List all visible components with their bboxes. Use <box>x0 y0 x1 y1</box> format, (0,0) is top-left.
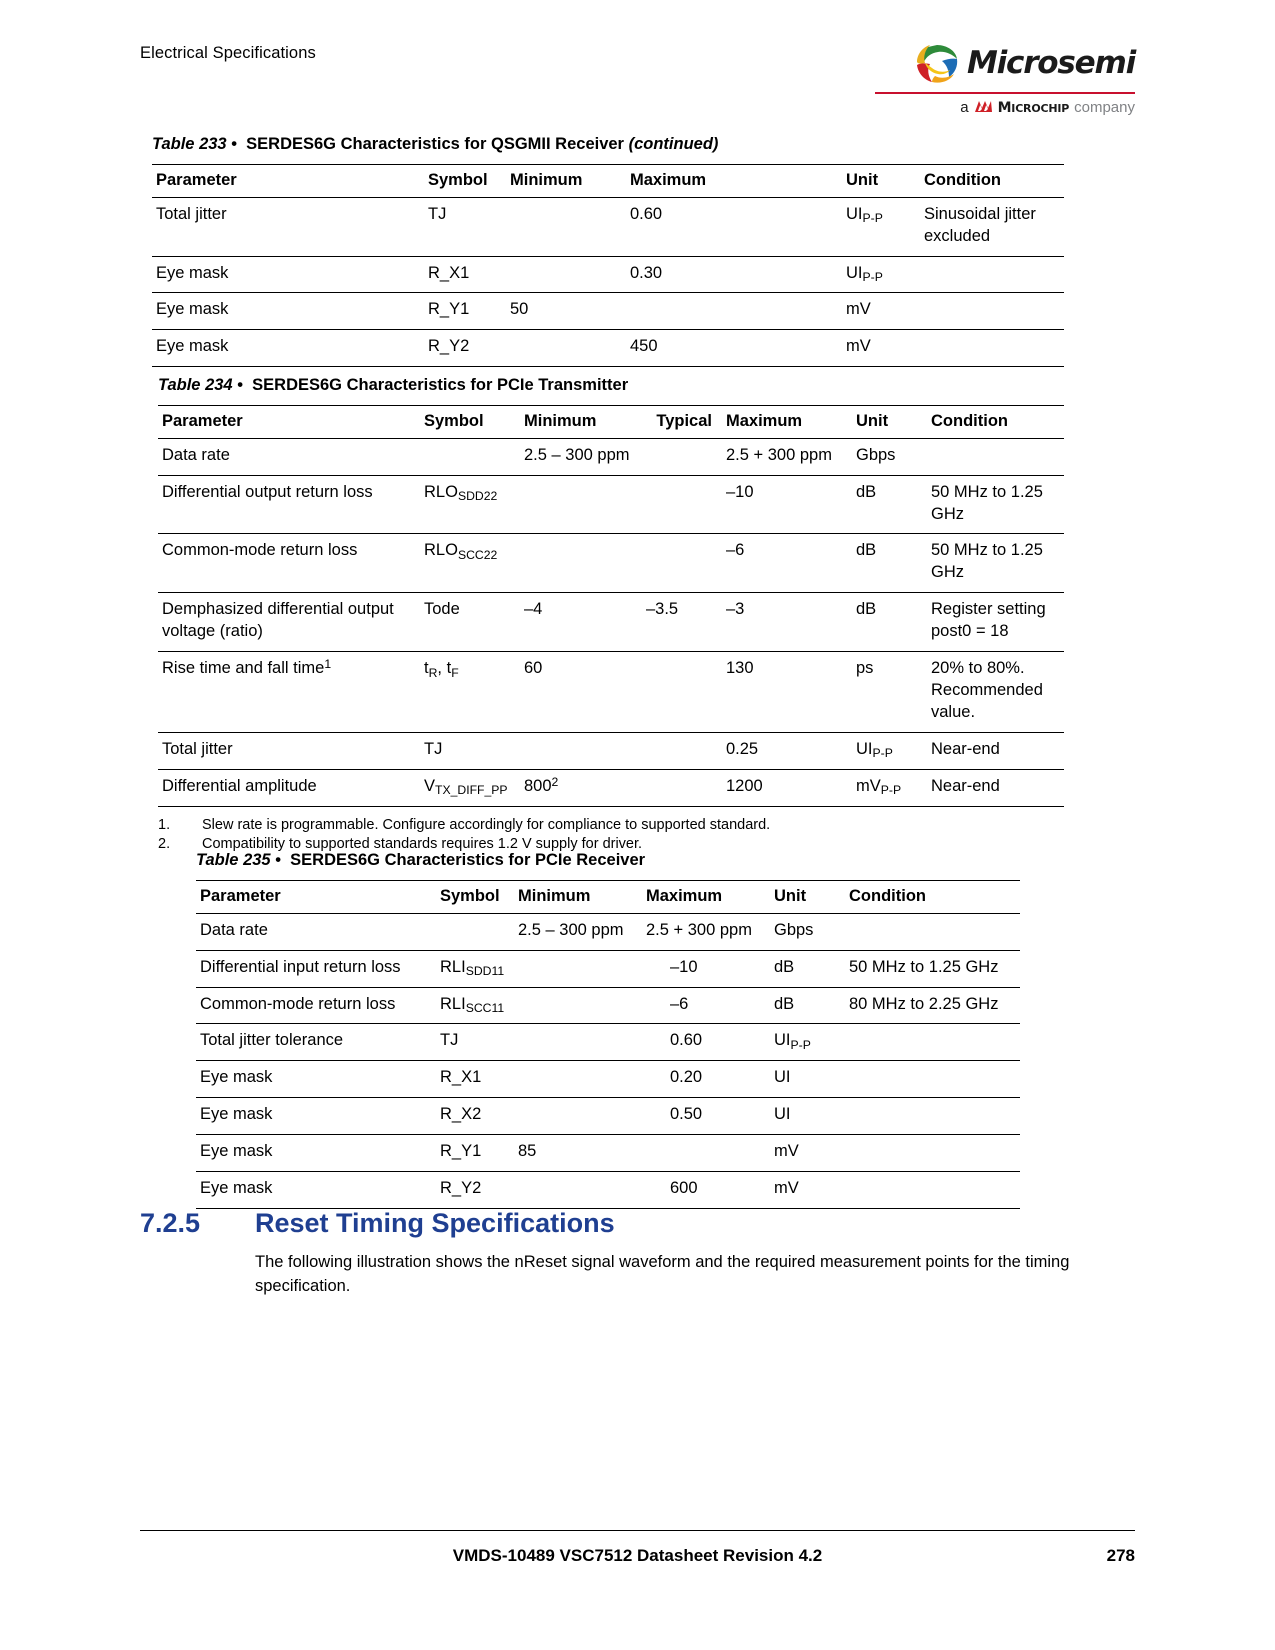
cell-condition <box>927 438 1064 475</box>
table-233-number: Table 233 <box>152 135 227 153</box>
table-row <box>196 1098 1020 1135</box>
section-block <box>140 1182 1070 1315</box>
cell-symbol: TJ <box>420 733 520 770</box>
cell-symbol: R_X1 <box>436 1061 514 1098</box>
cell-parameter: Common-mode return loss <box>196 987 436 1024</box>
section-title: Reset Timing Specifications <box>255 1208 615 1238</box>
microsemi-logo <box>875 38 1135 116</box>
cell-symbol: $t_R$, $t_F$ <box>420 652 520 733</box>
table-235 <box>196 880 1020 1210</box>
table-row <box>158 475 1064 534</box>
cell-parameter: Eye mask <box>196 1061 436 1098</box>
column-header-symbol: Symbol <box>436 880 514 913</box>
cell-condition: Near-end <box>927 769 1064 806</box>
cell-condition <box>920 330 1064 367</box>
cell-parameter: Total jitter <box>158 733 420 770</box>
cell-symbol <box>436 913 514 950</box>
table-header-row <box>196 880 1020 913</box>
cell-unit: mV <box>842 293 920 330</box>
table-row <box>158 593 1064 652</box>
cell-unit: UI <box>770 1061 845 1098</box>
table-233-caption <box>152 134 1064 155</box>
table-235-title: SERDES6G Characteristics for PCIe Receiver <box>290 851 646 869</box>
cell-parameter: Eye mask <box>196 1098 436 1135</box>
cell-minimum: 2.5 – 300 ppm <box>520 438 642 475</box>
cell-parameter: Differential output return loss <box>158 475 420 534</box>
cell-unit: Gbps <box>770 913 845 950</box>
cell-condition: 80 MHz to 2.25 GHz <box>845 987 1020 1024</box>
page-number: 278 <box>1106 1546 1135 1565</box>
cell-maximum: 0.30 <box>626 256 842 293</box>
cell-condition <box>845 1098 1020 1135</box>
cell-symbol: TJ <box>436 1024 514 1061</box>
cell-maximum: 0.50 <box>642 1098 770 1135</box>
table-235-block <box>196 850 1020 1209</box>
cell-symbol: R_Y1 <box>424 293 506 330</box>
cell-unit: $UI_{P-P}$ <box>770 1024 845 1061</box>
footnote-number: 2. <box>158 836 171 853</box>
table-234-block <box>158 375 1064 855</box>
cell-parameter: Data rate <box>196 913 436 950</box>
cell-condition <box>845 1024 1020 1061</box>
column-header-typical: Typical <box>642 405 722 438</box>
cell-maximum: 0.60 <box>642 1024 770 1061</box>
cell-minimum <box>520 733 642 770</box>
cell-unit: $UI_{P-P}$ <box>842 256 920 293</box>
cell-typical <box>642 475 722 534</box>
cell-unit: $UI_{P-P}$ <box>852 733 927 770</box>
cell-typical <box>642 652 722 733</box>
cell-symbol: $V_{TX\_DIFF\_PP}$ <box>420 769 520 806</box>
column-header-minimum: Minimum <box>520 405 642 438</box>
column-header-symbol: Symbol <box>420 405 520 438</box>
column-header-condition: Condition <box>920 164 1064 197</box>
cell-maximum: –6 <box>642 987 770 1024</box>
column-header-maximum: Maximum <box>722 405 852 438</box>
cell-symbol: R_X1 <box>424 256 506 293</box>
cell-unit: mV <box>770 1172 845 1209</box>
table-row <box>152 197 1064 256</box>
cell-minimum <box>506 256 626 293</box>
cell-condition: 50 MHz to 1.25 GHz <box>927 475 1064 534</box>
table-234-bullet: • <box>237 376 243 394</box>
cell-minimum <box>514 950 642 987</box>
cell-maximum: 0.60 <box>626 197 842 256</box>
cell-unit: dB <box>770 987 845 1024</box>
cell-unit: $mV_{P-P}$ <box>852 769 927 806</box>
cell-symbol: R_Y2 <box>436 1172 514 1209</box>
table-row <box>152 330 1064 367</box>
cell-minimum <box>506 330 626 367</box>
column-header-unit: Unit <box>842 164 920 197</box>
cell-maximum: 1200 <box>722 769 852 806</box>
cell-maximum <box>626 293 842 330</box>
cell-symbol: $RLO_{SCC22}$ <box>420 534 520 593</box>
cell-typical <box>642 769 722 806</box>
microchip-logo-icon <box>974 99 993 116</box>
table-row <box>196 1135 1020 1172</box>
table-row <box>196 913 1020 950</box>
cell-minimum: 60 <box>520 652 642 733</box>
table-234 <box>158 405 1064 807</box>
table-row <box>196 950 1020 987</box>
cell-parameter: Total jitter tolerance <box>196 1024 436 1061</box>
cell-condition <box>845 1061 1020 1098</box>
table-row <box>158 652 1064 733</box>
cell-unit: dB <box>770 950 845 987</box>
table-233-bullet: • <box>231 135 237 153</box>
footer-divider <box>140 1530 1135 1531</box>
microchip-wordmark: MICROCHIP <box>997 99 1070 116</box>
microsemi-swirl-icon <box>914 42 960 85</box>
cell-parameter: Total jitter <box>152 197 424 256</box>
logo-tagline-company: company <box>1074 99 1135 116</box>
cell-symbol: $RLO_{SDD22}$ <box>420 475 520 534</box>
cell-unit: dB <box>852 534 927 593</box>
cell-condition <box>920 293 1064 330</box>
table-row <box>158 733 1064 770</box>
cell-maximum: 0.25 <box>722 733 852 770</box>
cell-symbol: Tode <box>420 593 520 652</box>
cell-maximum: 600 <box>642 1172 770 1209</box>
section-paragraph: The following illustration shows the nReset signal waveform and the required measurement points for the timing specification. <box>255 1253 1070 1295</box>
cell-parameter: Demphasized differential output voltage (ratio) <box>158 593 420 652</box>
table-row <box>158 534 1064 593</box>
cell-minimum: 2.5 – 300 ppm <box>514 913 642 950</box>
cell-maximum: 130 <box>722 652 852 733</box>
cell-maximum: 2.5 + 300 ppm <box>642 913 770 950</box>
table-233-block <box>152 134 1064 367</box>
cell-minimum: $800^2$ <box>520 769 642 806</box>
table-header-row <box>152 164 1064 197</box>
cell-symbol: R_Y1 <box>436 1135 514 1172</box>
section-heading <box>140 1208 1070 1239</box>
column-header-parameter: Parameter <box>152 164 424 197</box>
cell-parameter: Eye mask <box>196 1135 436 1172</box>
cell-symbol: R_X2 <box>436 1098 514 1135</box>
cell-parameter: Eye mask <box>196 1172 436 1209</box>
logo-divider <box>875 92 1135 94</box>
column-header-parameter: Parameter <box>196 880 436 913</box>
table-row <box>158 438 1064 475</box>
table-233-title: SERDES6G Characteristics for QSGMII Receiver (continued) <box>246 135 719 153</box>
column-header-minimum: Minimum <box>506 164 626 197</box>
footer-document-title: VMDS-10489 VSC7512 Datasheet Revision 4.2 <box>452 1546 823 1565</box>
cell-minimum <box>514 1061 642 1098</box>
column-header-maximum: Maximum <box>642 880 770 913</box>
cell-unit: Gbps <box>852 438 927 475</box>
cell-parameter: Eye mask <box>152 330 424 367</box>
cell-unit: dB <box>852 593 927 652</box>
cell-unit: UI <box>770 1098 845 1135</box>
table-235-number: Table 235 <box>196 851 271 869</box>
cell-condition: 50 MHz to 1.25 GHz <box>927 534 1064 593</box>
cell-typical <box>642 733 722 770</box>
cell-unit: ps <box>852 652 927 733</box>
cell-minimum: –4 <box>520 593 642 652</box>
cell-typical <box>642 534 722 593</box>
microsemi-wordmark: Microsemi <box>966 44 1135 81</box>
footnote-number: 1. <box>158 816 171 833</box>
cell-symbol: $RLI_{SCC11}$ <box>436 987 514 1024</box>
table-233 <box>152 164 1064 368</box>
cell-parameter: Common-mode return loss <box>158 534 420 593</box>
cell-typical: –3.5 <box>642 593 722 652</box>
table-row <box>196 987 1020 1024</box>
table-row <box>152 293 1064 330</box>
cell-parameter: Rise time and fall time$^1$ <box>158 652 420 733</box>
table-header-row <box>158 405 1064 438</box>
cell-symbol: R_Y2 <box>424 330 506 367</box>
table-row <box>196 1024 1020 1061</box>
cell-condition: Register setting post0 = 18 <box>927 593 1064 652</box>
column-header-condition: Condition <box>845 880 1020 913</box>
table-row <box>196 1061 1020 1098</box>
cell-minimum <box>520 534 642 593</box>
cell-minimum <box>514 987 642 1024</box>
footnote-text: Compatibility to supported standards requires 1.2 V supply for driver. <box>202 836 643 853</box>
table-234-caption <box>158 375 1064 396</box>
cell-symbol: $RLI_{SDD11}$ <box>436 950 514 987</box>
column-header-symbol: Symbol <box>424 164 506 197</box>
column-header-minimum: Minimum <box>514 880 642 913</box>
cell-minimum <box>514 1024 642 1061</box>
table-row <box>152 256 1064 293</box>
running-head: Electrical Specifications <box>140 44 316 62</box>
cell-symbol: TJ <box>424 197 506 256</box>
cell-condition: Sinusoidal jitter excluded <box>920 197 1064 256</box>
cell-parameter: Eye mask <box>152 293 424 330</box>
cell-maximum <box>642 1135 770 1172</box>
cell-minimum: 85 <box>514 1135 642 1172</box>
table-234-number: Table 234 <box>158 376 233 394</box>
cell-condition <box>920 256 1064 293</box>
cell-maximum: 2.5 + 300 ppm <box>722 438 852 475</box>
cell-unit: dB <box>852 475 927 534</box>
cell-maximum: 0.20 <box>642 1061 770 1098</box>
cell-maximum: –10 <box>722 475 852 534</box>
cell-typical <box>642 438 722 475</box>
cell-unit: mV <box>842 330 920 367</box>
cell-unit: mV <box>770 1135 845 1172</box>
cell-minimum <box>506 197 626 256</box>
footnote-item <box>158 816 1064 836</box>
table-234-title: SERDES6G Characteristics for PCIe Transmitter <box>252 376 629 394</box>
cell-maximum: –10 <box>642 950 770 987</box>
cell-parameter: Data rate <box>158 438 420 475</box>
cell-minimum <box>514 1098 642 1135</box>
cell-condition: 50 MHz to 1.25 GHz <box>845 950 1020 987</box>
cell-condition: Near-end <box>927 733 1064 770</box>
table-235-bullet: • <box>275 851 281 869</box>
page-footer <box>140 1530 1135 1570</box>
cell-condition <box>845 913 1020 950</box>
cell-minimum <box>520 475 642 534</box>
column-header-unit: Unit <box>852 405 927 438</box>
table-235-caption <box>196 850 1020 871</box>
table-row <box>158 769 1064 806</box>
column-header-unit: Unit <box>770 880 845 913</box>
cell-maximum: 450 <box>626 330 842 367</box>
cell-parameter: Differential amplitude <box>158 769 420 806</box>
column-header-condition: Condition <box>927 405 1064 438</box>
cell-unit: $UI_{P-P}$ <box>842 197 920 256</box>
column-header-maximum: Maximum <box>626 164 842 197</box>
logo-tagline-a: a <box>960 99 969 116</box>
cell-condition <box>845 1135 1020 1172</box>
cell-minimum: 50 <box>506 293 626 330</box>
column-header-parameter: Parameter <box>158 405 420 438</box>
cell-parameter: Eye mask <box>152 256 424 293</box>
cell-symbol <box>420 438 520 475</box>
footnote-text: Slew rate is programmable. Configure accordingly for compliance to supported standard. <box>202 816 771 833</box>
section-number: 7.2.5 <box>140 1208 201 1238</box>
cell-parameter: Differential input return loss <box>196 950 436 987</box>
cell-maximum: –3 <box>722 593 852 652</box>
cell-maximum: –6 <box>722 534 852 593</box>
cell-condition: 20% to 80%. Recommended value. <box>927 652 1064 733</box>
